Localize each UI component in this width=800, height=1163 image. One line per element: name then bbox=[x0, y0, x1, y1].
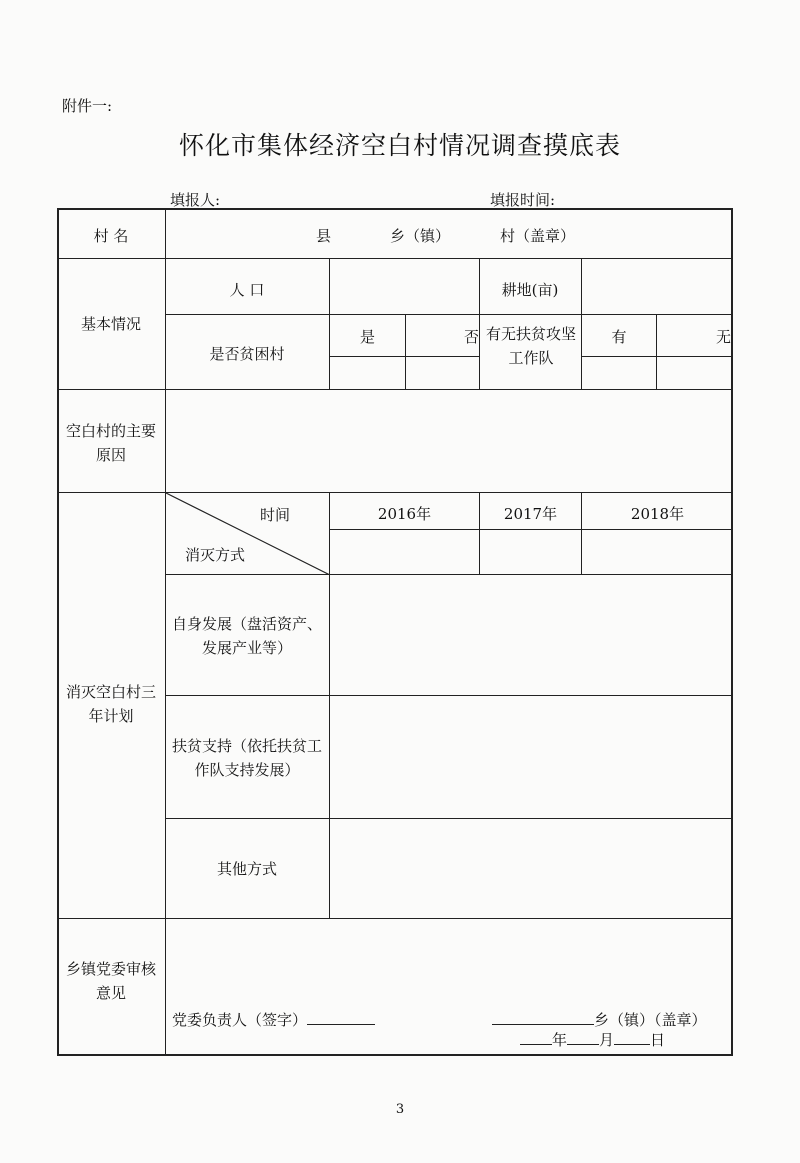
page-title: 怀化市集体经济空白村情况调查摸底表 bbox=[178, 131, 621, 160]
population-label: 人 口 bbox=[229, 281, 265, 299]
method-self-development: 自身发展（盘活资产、发展产业等） bbox=[171, 615, 322, 657]
method-other: 其他方式 bbox=[216, 860, 277, 878]
row-divider bbox=[165, 695, 733, 696]
seal-row bbox=[492, 1010, 707, 1030]
row-divider bbox=[57, 492, 733, 493]
year-2018: 2018年 bbox=[630, 505, 685, 523]
farmland-label: 耕地(亩) bbox=[501, 281, 559, 299]
col-divider bbox=[581, 258, 582, 389]
row-divider bbox=[330, 529, 733, 530]
team-have-label: 有 bbox=[611, 328, 627, 346]
month-blank[interactable] bbox=[567, 1030, 599, 1045]
year-2017: 2017年 bbox=[503, 505, 558, 523]
annex-label: 附件一: bbox=[62, 97, 113, 115]
basic-info-label: 基本情况 bbox=[80, 315, 141, 333]
day-blank[interactable] bbox=[614, 1030, 650, 1045]
col-divider bbox=[165, 208, 166, 1056]
township-seal-label: 乡（镇）（盖章） bbox=[594, 1011, 707, 1029]
col-divider bbox=[656, 314, 657, 389]
county-label: 县 bbox=[316, 227, 332, 245]
diag-method-label: 消灭方式 bbox=[185, 546, 246, 564]
signer-row bbox=[172, 1010, 375, 1030]
reason-label: 空白村的主要原因 bbox=[65, 422, 156, 464]
village-name-label: 村 名 bbox=[93, 227, 129, 245]
day-label: 日 bbox=[650, 1031, 666, 1049]
review-label: 乡镇党委审核意见 bbox=[65, 960, 156, 1002]
township-blank[interactable] bbox=[492, 1010, 594, 1025]
page-number: 3 bbox=[395, 1102, 405, 1117]
date-row bbox=[520, 1030, 665, 1050]
col-divider bbox=[405, 314, 406, 389]
fill-time-label: 填报时间: bbox=[490, 191, 556, 209]
col-divider bbox=[479, 258, 480, 389]
row-divider bbox=[57, 918, 733, 919]
method-poverty-support: 扶贫支持（依托扶贫工作队支持发展） bbox=[171, 737, 322, 779]
team-label: 有无扶贫攻坚工作队 bbox=[485, 325, 576, 367]
row-divider bbox=[165, 818, 733, 819]
diag-time-label: 时间 bbox=[260, 506, 291, 524]
col-divider bbox=[329, 258, 330, 389]
village-seal-label: 村（盖章） bbox=[500, 227, 576, 245]
team-none-label: 无 bbox=[715, 328, 731, 346]
row-divider bbox=[165, 314, 733, 315]
year-label: 年 bbox=[552, 1031, 568, 1049]
poor-village-label: 是否贫困村 bbox=[209, 345, 285, 363]
township-label: 乡（镇） bbox=[390, 227, 451, 245]
row-divider bbox=[57, 258, 733, 259]
year-2016: 2016年 bbox=[377, 505, 432, 523]
filler-label: 填报人: bbox=[170, 191, 221, 209]
poor-no-label: 否 bbox=[463, 328, 479, 346]
row-divider bbox=[582, 356, 733, 357]
poor-yes-label: 是 bbox=[359, 328, 375, 346]
row-divider bbox=[57, 389, 733, 390]
year-blank[interactable] bbox=[520, 1030, 552, 1045]
signature-blank[interactable] bbox=[307, 1010, 375, 1025]
plan-label: 消灭空白村三年计划 bbox=[65, 683, 156, 725]
month-label: 月 bbox=[599, 1031, 615, 1049]
signer-label: 党委负责人（签字） bbox=[172, 1011, 308, 1029]
